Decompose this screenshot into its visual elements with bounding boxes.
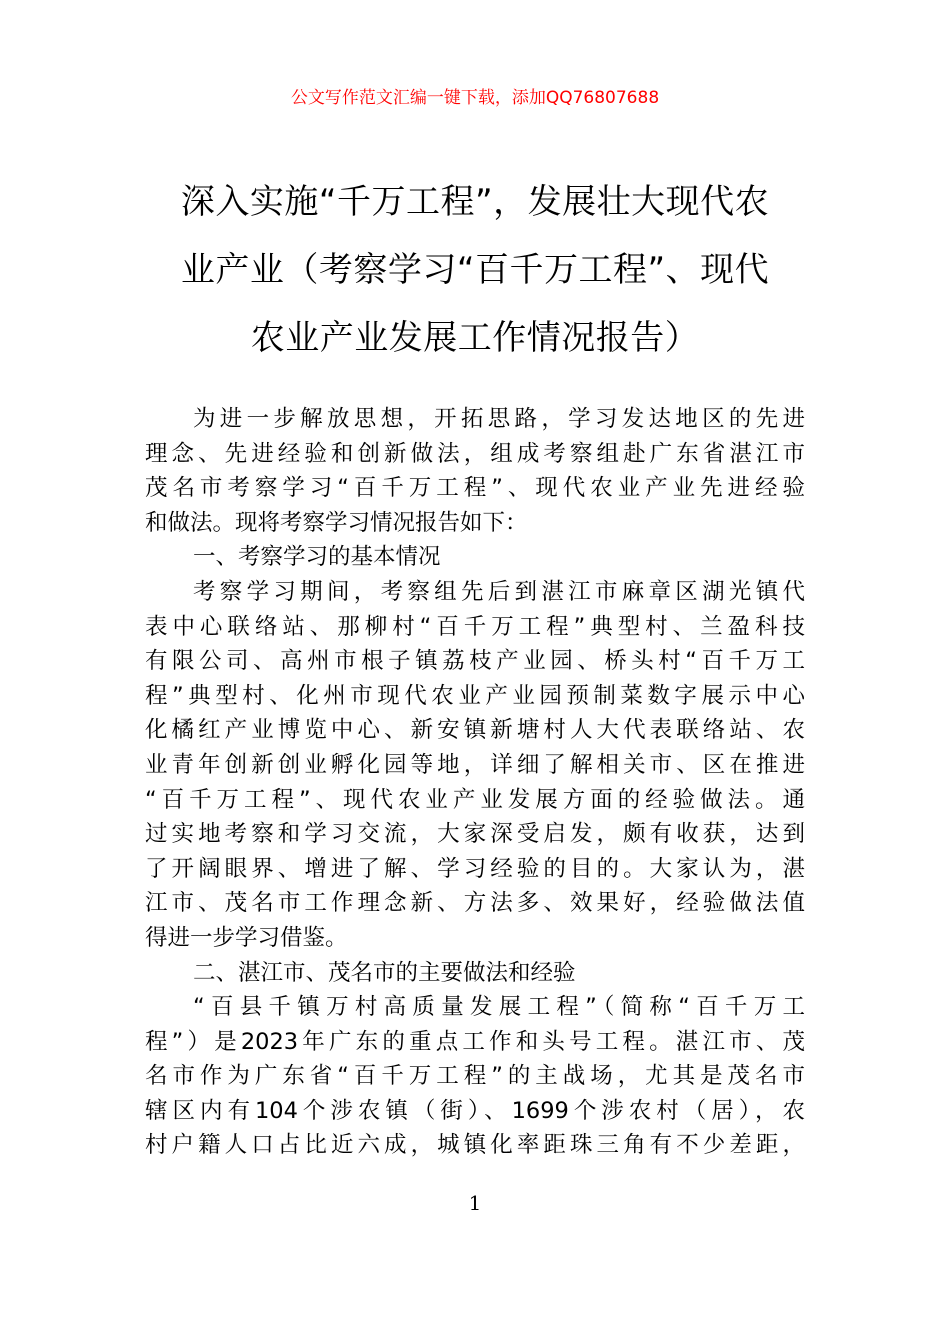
- paragraph-line: 过实地考察和学习交流，大家深受启发，颇有收获，达到: [145, 821, 805, 848]
- section-heading: 二、湛江市、茂名市的主要做法和经验: [193, 959, 576, 986]
- title-line: 业产业（考察学习“百千万工程”、现代: [180, 250, 770, 290]
- paragraph-line: “百县千镇万村高质量发展工程”（简称“百千万工: [193, 994, 805, 1021]
- paragraph-line: 理念、先进经验和创新做法，组成考察组赴广东省湛江市: [145, 440, 805, 467]
- document-body: [145, 402, 805, 1163]
- paragraph-line: 业青年创新创业孵化园等地，详细了解相关市、区在推进: [145, 751, 805, 778]
- paragraph-line: 有限公司、高州市根子镇荔枝产业园、桥头村“百千万工: [145, 648, 805, 675]
- paragraph-line: 考察学习期间，考察组先后到湛江市麻章区湖光镇代: [193, 578, 805, 605]
- paragraph-line: 化橘红产业博览中心、新安镇新塘村人大代表联络站、农: [145, 717, 805, 744]
- title-line: 深入实施“千万工程”，发展壮大现代农: [180, 182, 770, 222]
- paragraph-line: 表中心联络站、那柳村“百千万工程”典型村、兰盈科技: [145, 613, 805, 640]
- download-banner: 公文写作范文汇编一键下载，添加QQ76807688: [290, 88, 660, 108]
- paragraph-line: 茂名市考察学习“百千万工程”、现代农业产业先进经验: [145, 475, 805, 502]
- paragraph-line: 名市作为广东省“百千万工程”的主战场，尤其是茂名市: [145, 1063, 805, 1090]
- paragraph-line: 程”）是2023年广东的重点工作和头号工程。湛江市、茂: [145, 1028, 805, 1055]
- paragraph-line: “百千万工程”、现代农业产业发展方面的经验做法。通: [145, 786, 805, 813]
- paragraph-line: 为进一步解放思想，开拓思路，学习发达地区的先进: [193, 406, 805, 432]
- paragraph-line: 和做法。现将考察学习情况报告如下：: [145, 509, 528, 536]
- paragraph-line: 了开阔眼界、增进了解、学习经验的目的。大家认为，湛: [145, 855, 805, 882]
- paragraph-line: 程”典型村、化州市现代农业产业园预制菜数字展示中心: [145, 682, 805, 709]
- paragraph-line: 得进一步学习借鉴。: [145, 924, 348, 951]
- title-line: 农业产业发展工作情况报告）: [250, 318, 700, 358]
- document-title: [145, 168, 805, 372]
- paragraph-line: 村户籍人口占比近六成，城镇化率距珠三角有不少差距，: [145, 1132, 805, 1159]
- section-heading: 一、考察学习的基本情况: [193, 544, 441, 571]
- paragraph-line: 江市、茂名市工作理念新、方法多、效果好，经验做法值: [145, 890, 805, 917]
- paragraph-line: 辖区内有104个涉农镇（街）、1699个涉农村（居），农: [145, 1097, 805, 1124]
- page-number: 1: [468, 1191, 482, 1215]
